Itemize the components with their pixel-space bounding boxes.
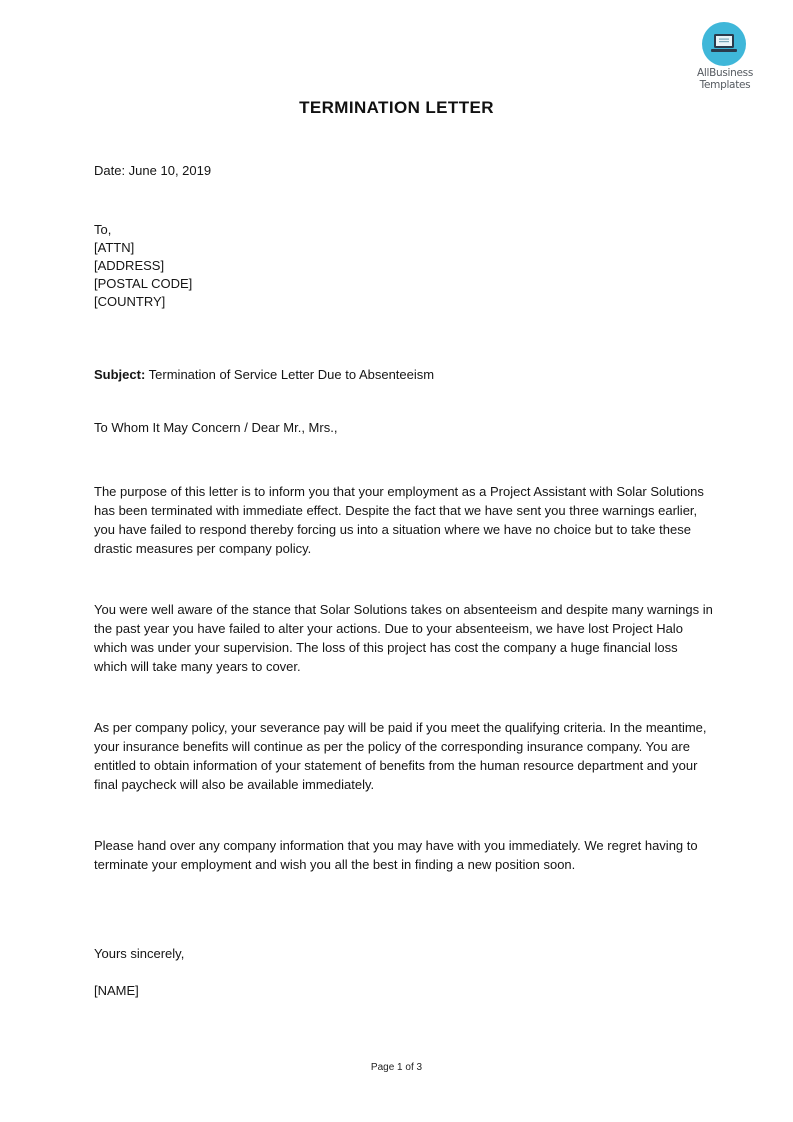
brand-line-1: AllBusiness <box>696 67 754 79</box>
body-paragraph-4: Please hand over any company information that you may have with you immediately. We regret having to terminate your employment and wish you all the best in finding a new position soon. <box>94 838 698 872</box>
letter-closing: Yours sincerely, <box>94 946 185 961</box>
brand-logo <box>690 22 762 94</box>
letter-subject <box>94 365 714 384</box>
signature-name: [NAME] <box>94 983 139 998</box>
subject-label: Subject: <box>94 367 146 382</box>
recipient-postal-code: [POSTAL CODE] <box>94 276 193 291</box>
letter-title: TERMINATION LETTER <box>299 98 494 117</box>
subject-text: Termination of Service Letter Due to Absenteeism <box>145 367 435 382</box>
letter-greeting: To Whom It May Concern / Dear Mr., Mrs., <box>94 420 338 435</box>
body-paragraph-3: As per company policy, your severance pay will be paid if you meet the qualifying criteria. In the meantime, your insurance benefits will continue as per the policy of the corresponding insurance company. You are entitled to obtain information of your statement of benefits from the human resource department and your final paycheck will also be available immediately. <box>94 720 707 792</box>
recipient-attn: [ATTN] <box>94 240 135 255</box>
recipient-country: [COUNTRY] <box>94 294 166 309</box>
page-number: Page 1 of 3 <box>370 1062 423 1073</box>
body-paragraph-2: You were well aware of the stance that Solar Solutions takes on absenteeism and despite many warnings in the past year you have failed to alter your actions. Due to your absenteeism, we have lost Project Halo which was under your supervision. The loss of this project has cost the company a huge financial loss which will take many years to cover. <box>94 602 713 674</box>
letter-date: Date: June 10, 2019 <box>94 163 212 178</box>
body-paragraph-1: The purpose of this letter is to inform you that your employment as a Project Assistant with Solar Solutions has been terminated with immediate effect. Despite the fact that we have sent you three warnings earlier, you have failed to respond thereby forcing us into a situation where we have no choice but to take these drastic measures per company policy. <box>94 484 704 556</box>
laptop-icon <box>702 22 746 66</box>
brand-name <box>690 67 760 91</box>
brand-line-2: Templates <box>699 79 751 91</box>
recipient-address-line: [ADDRESS] <box>94 258 165 273</box>
recipient-address <box>94 221 714 311</box>
recipient-to: To, <box>94 222 112 237</box>
